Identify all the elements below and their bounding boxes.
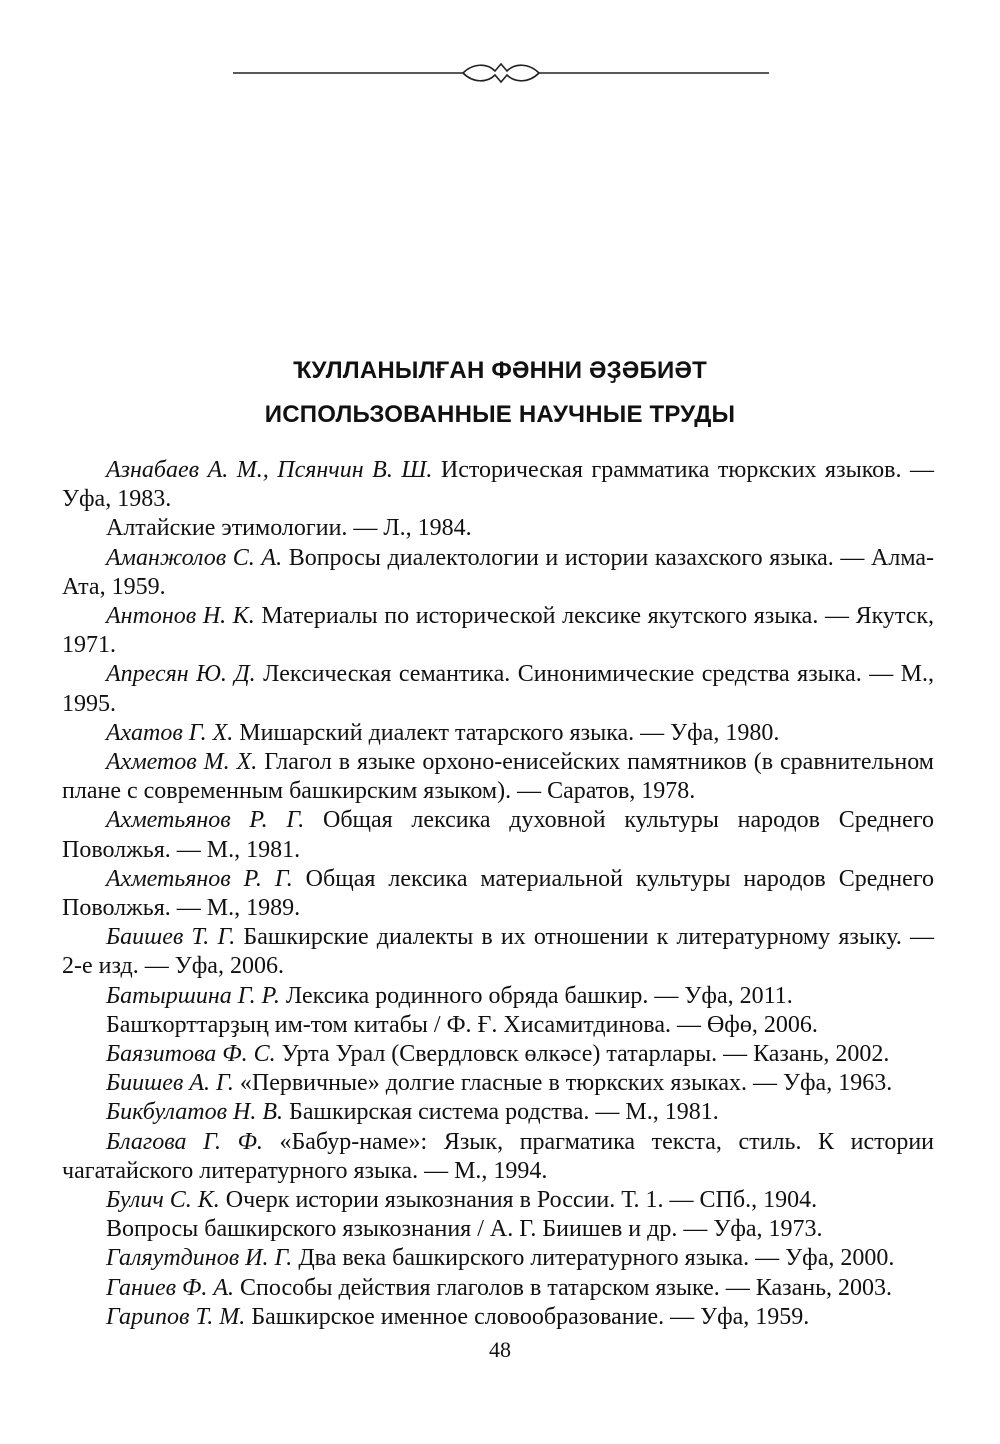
bibliography-entry	[62, 1040, 934, 1069]
entry-author: Биишев А. Г.	[106, 1070, 234, 1097]
entry-author: Ганиев Ф. А.	[106, 1274, 234, 1301]
entry-text: Два века башкирского литературного языка. — Уфа, 2000.	[292, 1245, 895, 1272]
entry-text: «Первичные» долгие гласные в тюркских языках. — Уфа, 1963.	[233, 1070, 893, 1097]
entry-text: «Бабур-наме»: Язык, прагматика текста, стиль. К истории чагатайского литературного языка. — М., 1994.	[62, 1128, 935, 1184]
entry-author: Галяутдинов И. Г.	[106, 1245, 293, 1272]
bibliography-entry	[62, 1303, 934, 1332]
entry-author: Булич С. К.	[106, 1187, 220, 1214]
entry-author: Азнабаев А. М., Псянчин В. Ш.	[106, 457, 433, 483]
entry-text: Урта Урал (Свердловск өлкәсе) татарлары. — Казань, 2002.	[275, 1041, 890, 1068]
entry-text: Очерк истории языкознания в России. Т. 1. — СПб., 1904.	[219, 1187, 818, 1214]
entry-text: Материалы по исторической лексике якутского языка. — Якутск, 1971.	[62, 603, 934, 659]
bibliography-entry	[62, 982, 934, 1011]
bibliography-entry	[62, 1011, 934, 1040]
entry-author: Бикбулатов Н. В.	[106, 1099, 284, 1126]
entry-author: Батыршина Г. Р.	[106, 982, 280, 1009]
bibliography-entry	[62, 544, 934, 602]
entry-text: Башкирское именное словообразование. — Уфа, 1959.	[245, 1303, 810, 1330]
bibliography-entry	[62, 1215, 934, 1244]
bibliography-entry	[62, 1098, 934, 1127]
entry-author: Ахметьянов Р. Г.	[106, 865, 293, 892]
entry-text: Вопросы диалектологии и истории казахского языка. — Алма-Ата, 1959.	[62, 544, 934, 600]
entry-author: Ахметьянов Р. Г.	[106, 807, 305, 834]
bibliography-entry	[62, 1128, 934, 1186]
bibliography-entry	[62, 456, 934, 514]
bibliography-list	[62, 456, 934, 1332]
bibliography-entry	[62, 719, 934, 748]
entry-author: Аманжолов С. А.	[106, 544, 283, 571]
bibliography-entry	[62, 602, 934, 660]
entry-author: Баязитова Ф. С.	[106, 1041, 276, 1068]
entry-author: Гарипов Т. М.	[106, 1303, 246, 1330]
bibliography-entry	[62, 660, 934, 718]
bibliography-entry	[62, 923, 934, 981]
page-title-bashkir: ҠУЛЛАНЫЛҒАН ФӘННИ ӘҘӘБИӘТ	[293, 357, 707, 384]
bibliography-entry	[62, 514, 934, 543]
entry-text: Лексика родинного обряда башкир. — Уфа, 2011.	[279, 982, 793, 1009]
entry-author: Благова Г. Ф.	[106, 1128, 263, 1155]
entry-text: Башкирские диалекты в их отношении к литературному языку. — 2-е изд. — Уфа, 2006.	[62, 924, 935, 980]
page-title-russian: ИСПОЛЬЗОВАННЫЕ НАУЧНЫЕ ТРУДЫ	[264, 401, 736, 428]
bibliography-entry	[62, 806, 934, 864]
entry-author: Апресян Ю. Д.	[106, 661, 256, 688]
entry-text: Вопросы башкирского языкознания / А. Г. Биишев и др. — Уфа, 1973.	[106, 1216, 823, 1243]
entry-text: Мишарский диалект татарского языка. — Уфа, 1980.	[233, 719, 780, 746]
entry-text: Способы действия глаголов в татарском языке. — Казань, 2003.	[234, 1274, 893, 1301]
page-number: 48	[489, 1337, 511, 1362]
bibliography-entry	[62, 1274, 934, 1303]
entry-text: Башкирская система родства. — М., 1981.	[283, 1099, 719, 1126]
ornament-divider	[233, 58, 769, 88]
bibliography-entry	[62, 748, 934, 806]
entry-text: Глагол в языке орхоно-енисейских памятников (в сравнительном плане с современным башкирским языком). — Саратов, 1978.	[62, 749, 934, 805]
entry-text: Лексическая семантика. Синонимические средства языка. — М., 1995.	[62, 661, 934, 717]
entry-text: Алтайские этимологии. — Л., 1984.	[106, 515, 472, 542]
entry-author: Баишев Т. Г.	[106, 924, 236, 951]
entry-author: Ахметов М. Х.	[106, 749, 258, 776]
entry-text: Общая лексика материальной культуры народов Среднего Поволжья. — М., 1989.	[62, 865, 935, 922]
entry-text: Общая лексика духовной культуры народов Среднего Поволжья. — М., 1981.	[62, 807, 934, 863]
bibliography-entry	[62, 865, 934, 923]
entry-text: Башҡорттарҙың им-том китабы / Ф. Ғ. Хисамитдинова. — Өфө, 2006.	[106, 1011, 818, 1038]
entry-author: Антонов Н. К.	[106, 603, 255, 630]
bibliography-entry	[62, 1186, 934, 1215]
entry-text: Историческая грамматика тюркских языков. — Уфа, 1983.	[62, 457, 934, 513]
bibliography-entry	[62, 1244, 934, 1273]
entry-author: Ахатов Г. Х.	[106, 719, 234, 746]
bibliography-entry	[62, 1069, 934, 1098]
